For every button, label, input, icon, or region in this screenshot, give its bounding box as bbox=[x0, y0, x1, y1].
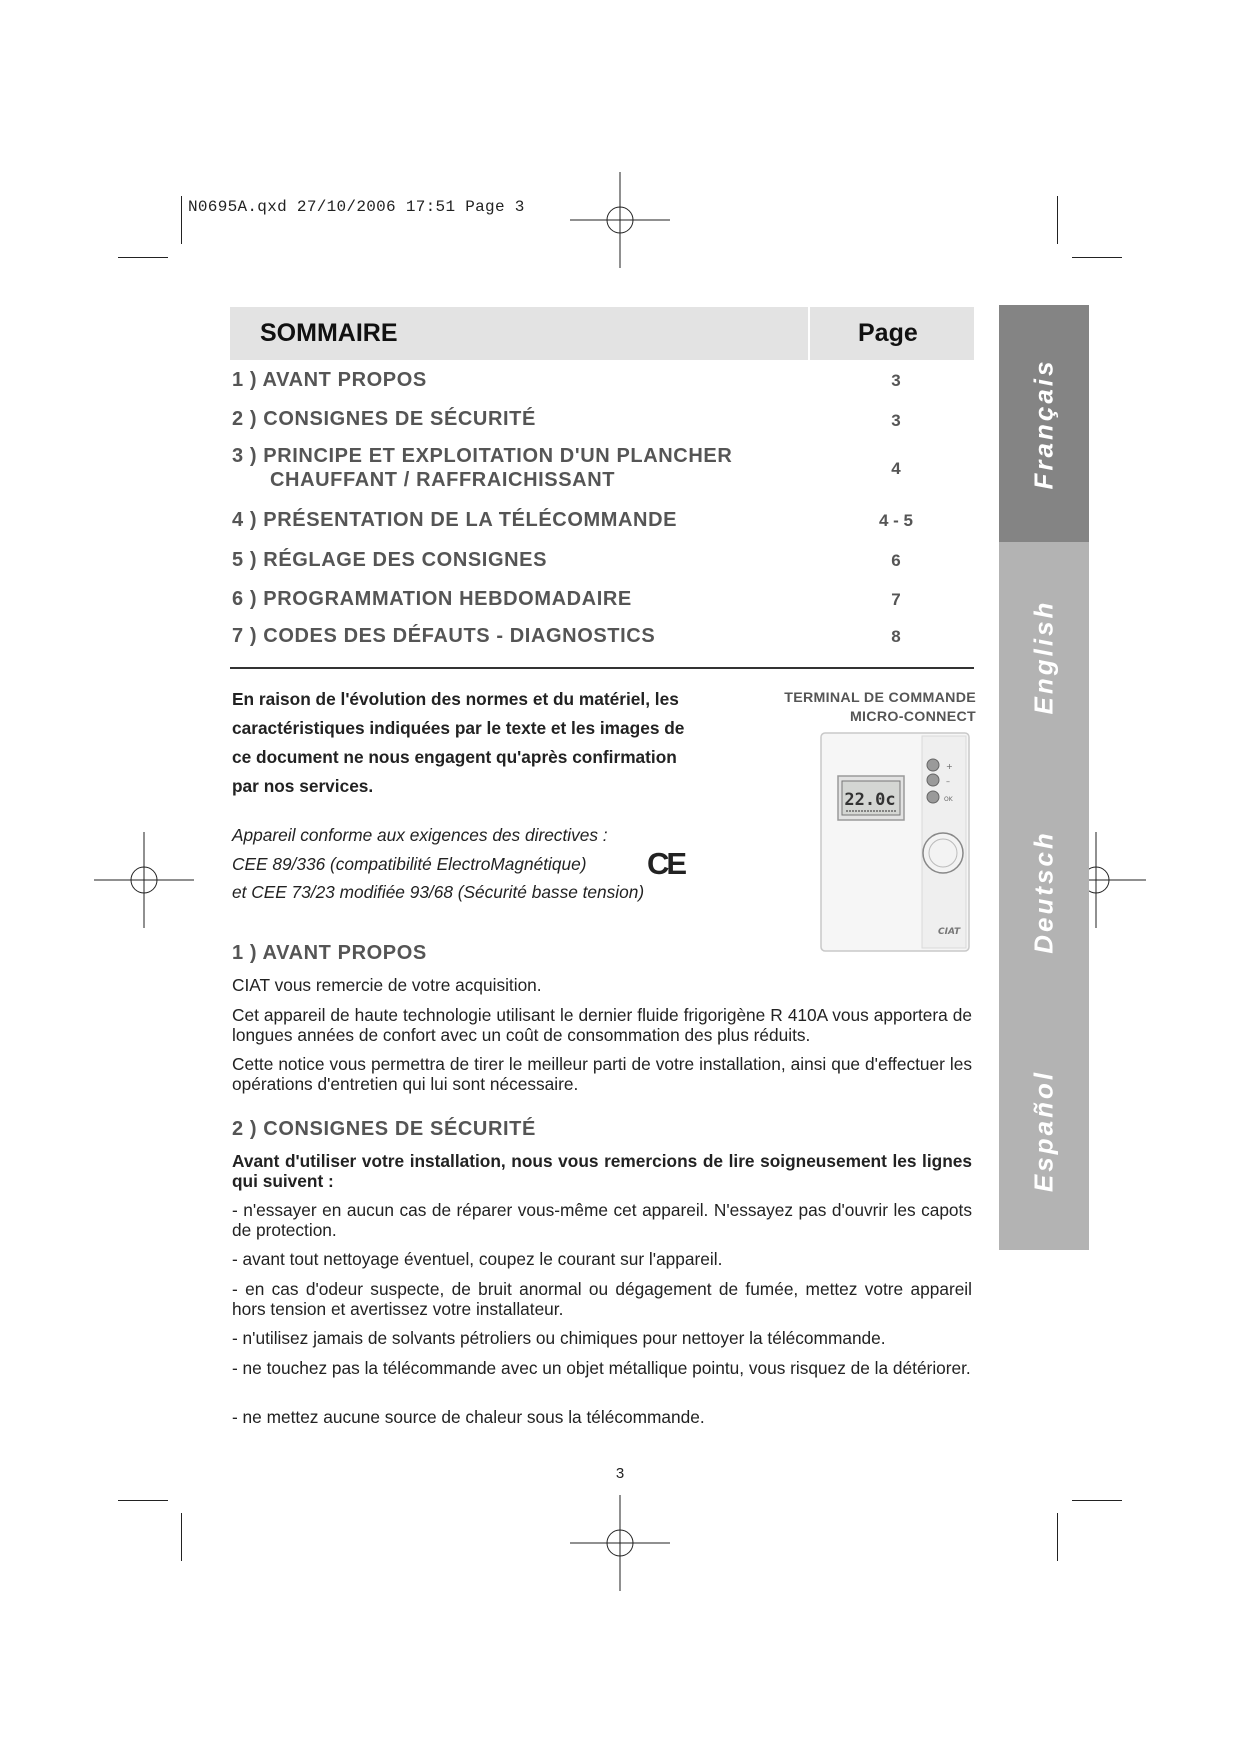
tab-label: Español bbox=[1028, 1069, 1059, 1193]
safety-item: - en cas d'odeur suspecte, de bruit anormal ou dégagement de fumée, mettez votre appareil hors tension et avertissez votre installateur. bbox=[232, 1279, 972, 1319]
device-plus-label: + bbox=[946, 762, 953, 771]
terminal-caption bbox=[740, 689, 976, 727]
tab-label: Deutsch bbox=[1028, 830, 1059, 954]
safety-item: - avant tout nettoyage éventuel, coupez le courant sur l'appareil. bbox=[232, 1249, 723, 1269]
tab-espanol[interactable] bbox=[999, 1012, 1089, 1250]
paragraph: Avant d'utiliser votre installation, nous vous remercions de lire soigneusement les lignes qui suivent : bbox=[232, 1151, 972, 1191]
toc-item[interactable]: 1 ) AVANT PROPOS bbox=[232, 369, 427, 391]
tab-label: English bbox=[1028, 599, 1059, 715]
tab-english[interactable] bbox=[999, 542, 1089, 772]
ce-mark-icon: CE bbox=[647, 846, 685, 881]
toc-item[interactable]: 7 ) CODES DES DÉFAUTS - DIAGNOSTICS bbox=[232, 625, 656, 647]
terminal-caption-line: TERMINAL DE COMMANDE bbox=[784, 690, 976, 706]
toc-item-line: 3 ) PRINCIPE ET EXPLOITATION D'UN PLANCHER bbox=[232, 445, 733, 467]
safety-item: - ne mettez aucune source de chaleur sous la télécommande. bbox=[232, 1407, 705, 1427]
toc-item[interactable]: 5 ) RÉGLAGE DES CONSIGNES bbox=[232, 549, 548, 571]
safety-item: - n'utilisez jamais de solvants pétroliers ou chimiques pour nettoyer la télécommande. bbox=[232, 1328, 886, 1348]
registration-mark-icon bbox=[570, 170, 670, 270]
toc-item[interactable]: 6 ) PROGRAMMATION HEBDOMADAIRE bbox=[232, 588, 632, 610]
toc-item-page: 8 bbox=[891, 627, 901, 646]
conformity-line: Appareil conforme aux exigences des directives : bbox=[232, 825, 608, 845]
disclaimer-line: par nos services. bbox=[232, 776, 374, 796]
print-slug: N0695A.qxd 27/10/2006 17:51 Page 3 bbox=[188, 198, 525, 216]
toc-title: SOMMAIRE bbox=[260, 319, 398, 347]
crop-mark bbox=[118, 1500, 168, 1501]
safety-item: - ne touchez pas la télécommande avec un objet métallique pointu, vous risquez de la détériorer. bbox=[232, 1358, 971, 1378]
disclaimer bbox=[232, 685, 742, 801]
safety-item: - n'essayer en aucun cas de réparer vous-même cet appareil. N'essayez pas d'ouvrir les capots de protection. bbox=[232, 1200, 972, 1240]
tab-label: Français bbox=[1028, 358, 1059, 489]
toc-item-page: 7 bbox=[891, 590, 901, 609]
toc-item-line: CHAUFFANT / RAFFRAICHISSANT bbox=[270, 469, 616, 491]
toc-item-page: 4 bbox=[891, 459, 901, 478]
paragraph: Cet appareil de haute technologie utilisant le dernier fluide frigorigène R 410A vous apportera de longues années de confort avec un coût de consommation des plus réduits. bbox=[232, 1005, 972, 1045]
crop-mark bbox=[118, 257, 168, 258]
device-brand: CIAT bbox=[938, 927, 961, 937]
paragraph: CIAT vous remercie de votre acquisition. bbox=[232, 975, 542, 995]
device-minus-button bbox=[927, 774, 939, 786]
conformity-line: CEE 89/336 (compatibilité ElectroMagnétique) bbox=[232, 854, 587, 874]
disclaimer-line: caractéristiques indiquées par le texte et les images de bbox=[232, 718, 685, 738]
section-heading: 2 ) CONSIGNES DE SÉCURITÉ bbox=[232, 1118, 536, 1140]
tab-deutsch[interactable] bbox=[999, 772, 1089, 1012]
crop-mark bbox=[1072, 1500, 1122, 1501]
toc-item-page: 3 bbox=[891, 411, 901, 430]
registration-mark-icon bbox=[570, 1493, 670, 1593]
toc-item[interactable]: 4 ) PRÉSENTATION DE LA TÉLÉCOMMANDE bbox=[232, 509, 678, 531]
disclaimer-line: En raison de l'évolution des normes et du matériel, les bbox=[232, 689, 679, 709]
toc-page-label: Page bbox=[858, 319, 918, 347]
device-display: 22.0c bbox=[844, 790, 896, 810]
registration-mark-icon bbox=[94, 830, 194, 930]
toc-item-page: 4 - 5 bbox=[878, 511, 914, 530]
toc-item[interactable] bbox=[232, 444, 732, 492]
page-number: 3 bbox=[615, 1465, 625, 1482]
terminal-caption-line: MICRO-CONNECT bbox=[849, 709, 976, 725]
device-ok-label: OK bbox=[944, 796, 953, 803]
disclaimer-line: ce document ne nous engagent qu'après confirmation bbox=[232, 747, 677, 767]
crop-mark bbox=[181, 196, 182, 244]
conformity-line: et CEE 73/23 modifiée 93/68 (Sécurité basse tension) bbox=[232, 882, 645, 902]
toc-header-divider bbox=[808, 307, 810, 360]
tab-francais[interactable] bbox=[999, 305, 1089, 542]
thermostat-device-image bbox=[820, 732, 970, 952]
toc-divider bbox=[230, 667, 974, 669]
device-minus-label: – bbox=[946, 777, 950, 786]
toc-item-page: 3 bbox=[891, 371, 901, 390]
toc-header bbox=[230, 307, 974, 360]
paragraph: Cette notice vous permettra de tirer le meilleur parti de votre installation, ainsi que d'effectuer les opérations d'entretien qui lui sont nécessaire. bbox=[232, 1054, 972, 1094]
crop-mark bbox=[1057, 1513, 1058, 1561]
section-heading: 1 ) AVANT PROPOS bbox=[232, 942, 427, 964]
device-plus-button bbox=[927, 759, 939, 771]
device-ok-button bbox=[927, 791, 939, 803]
crop-mark bbox=[1057, 196, 1058, 244]
crop-mark bbox=[181, 1513, 182, 1561]
crop-mark bbox=[1072, 257, 1122, 258]
toc-item-page: 6 bbox=[891, 551, 901, 570]
toc-item[interactable]: 2 ) CONSIGNES DE SÉCURITÉ bbox=[232, 408, 536, 430]
